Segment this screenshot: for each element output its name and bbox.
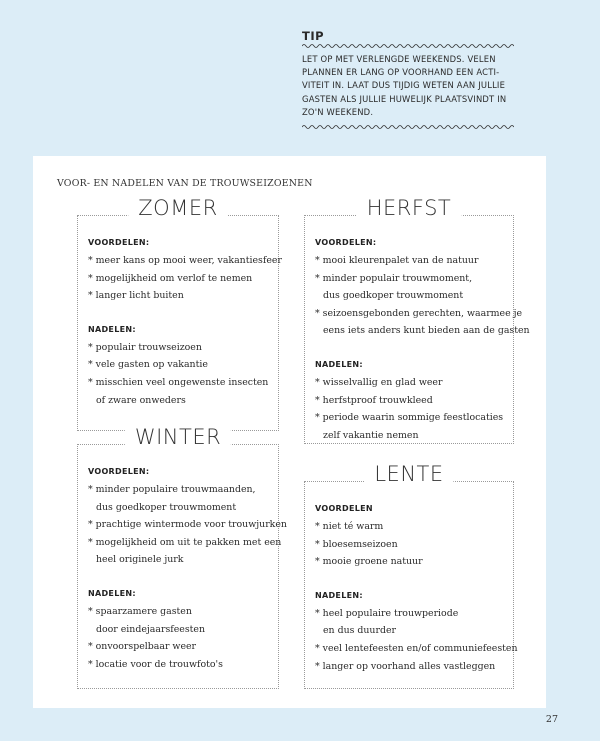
season-content <box>88 466 287 673</box>
pros-heading: VOORDELEN: <box>315 238 377 247</box>
con-item: * periode waarin sommige feestlocaties <box>315 412 504 424</box>
con-item-continued: of zware onweders <box>96 394 186 406</box>
con-item: * wisselvallig en glad weer <box>315 376 443 388</box>
season-title: HERFST <box>357 195 462 221</box>
con-item: * spaarzamere gasten <box>88 605 192 617</box>
pro-item: * niet té warm <box>315 521 384 532</box>
con-item: * heel populaire trouwperiode <box>315 607 459 619</box>
con-item: * vele gasten op vakantie <box>88 359 208 371</box>
con-item: * populair trouwseizoen <box>88 341 202 353</box>
con-item-continued: en dus duurder <box>323 625 396 637</box>
season-lente <box>304 462 518 689</box>
season-title: LENTE <box>364 461 453 487</box>
con-item: * misschien veel ongewenste insecten <box>88 376 269 388</box>
season-winter <box>77 425 287 689</box>
cons-heading: NADELEN: <box>88 588 136 598</box>
pro-item: * mooi kleurenpalet van de natuur <box>315 255 479 266</box>
tip-line: ZO'N WEEKEND. <box>302 106 374 117</box>
pros-heading: VOORDELEN: <box>88 238 150 247</box>
page-number: 27 <box>545 714 558 725</box>
tip-box <box>302 30 514 130</box>
pro-item: * bloesemseizoen <box>315 538 398 550</box>
con-item: * veel lentefeesten en/of communiefeesten <box>315 642 518 654</box>
con-item-continued: zelf vakantie nemen <box>323 429 419 441</box>
tip-line: PLANNEN ER LANG OP VOORHAND EEN ACTI- <box>302 67 500 78</box>
season-herfst <box>304 196 530 444</box>
pro-item-continued: heel originele jurk <box>96 554 184 566</box>
tip-title: TIP <box>302 29 325 43</box>
seasons-panel <box>33 156 546 708</box>
season-content <box>88 237 282 409</box>
pro-item: * mooie groene natuur <box>315 556 423 568</box>
con-item: * langer op voorhand alles vastleggen <box>315 660 496 672</box>
pro-item: * mogelijkheid om uit te pakken met een <box>88 536 282 548</box>
pro-item: * minder populaire trouwmaanden, <box>88 484 256 495</box>
panel-title: VOOR- EN NADELEN VAN DE TROUWSEIZOENEN <box>57 178 313 189</box>
pro-item: * seizoensgebonden gerechten, waarmee je <box>315 307 523 319</box>
cons-heading: NADELEN: <box>315 359 363 369</box>
tip-text <box>302 53 514 119</box>
con-item: * herfstproof trouwkleed <box>315 394 433 406</box>
pro-item-continued: dus goedkoper trouwmoment <box>96 501 237 513</box>
season-content <box>315 237 530 444</box>
season-content <box>315 503 518 675</box>
con-item: * onvoorspelbaar weer <box>88 641 197 653</box>
tip-line: VITEIT IN. LAAT DUS TIJDIG WETEN AAN JULLIE <box>302 80 506 91</box>
pros-heading: VOORDELEN: <box>88 467 150 476</box>
tip-line: LET OP MET VERLENGDE WEEKENDS. VELEN <box>302 54 496 64</box>
season-title: WINTER <box>125 424 231 450</box>
cons-heading: NADELEN: <box>315 590 363 600</box>
pro-item: * prachtige wintermode voor trouwjurken <box>88 519 287 531</box>
season-title: ZOMER <box>128 195 227 221</box>
pro-item-continued: eens iets anders kunt bieden aan de gasten <box>323 325 530 337</box>
season-zomer <box>77 196 282 431</box>
pros-heading: VOORDELEN <box>315 504 373 513</box>
con-item-continued: door eindejaarsfeesten <box>96 623 205 635</box>
pro-item: * minder populair trouwmoment, <box>315 272 473 284</box>
pro-item: * mogelijkheid om verlof te nemen <box>88 272 253 284</box>
pro-item-continued: dus goedkoper trouwmoment <box>323 290 464 302</box>
cons-heading: NADELEN: <box>88 324 136 334</box>
con-item: * locatie voor de trouwfoto's <box>88 658 223 670</box>
tip-line: GASTEN ALS JULLIE HUWELIJK PLAATSVINDT IN <box>302 93 507 104</box>
pro-item: * langer licht buiten <box>88 290 184 302</box>
pro-item: * meer kans op mooi weer, vakantiesfeer <box>88 255 282 266</box>
wavy-divider-top <box>302 43 514 49</box>
wavy-divider-bottom <box>302 124 514 130</box>
